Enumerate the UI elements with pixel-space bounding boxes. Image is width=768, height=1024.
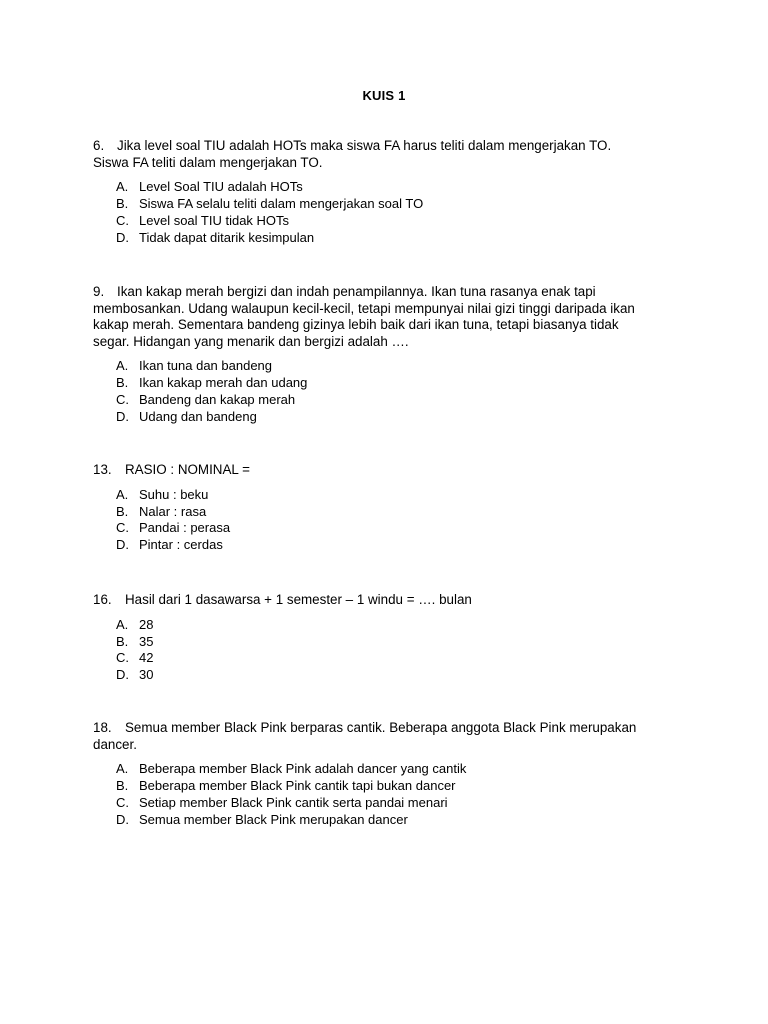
question-line: Jika level soal TIU adalah HOTs maka siswa FA harus teliti dalam mengerjakan TO. [117, 138, 612, 153]
option-letter: D. [116, 537, 129, 553]
option-text: 30 [139, 667, 154, 683]
question-number: 18. [93, 720, 112, 735]
option-text: Pintar : cerdas [139, 537, 223, 553]
option-d [93, 812, 673, 829]
option-letter: D. [116, 667, 129, 683]
options-list [93, 358, 673, 426]
question-line: Semua member Black Pink berparas cantik. Beberapa anggota Black Pink merupakan [125, 720, 637, 735]
question-13 [93, 462, 673, 554]
question-line: kakap merah. Sementara bandeng gizinya lebih baik dari ikan tuna, tetapi biasanya tidak [93, 317, 619, 333]
option-text: Setiap member Black Pink cantik serta pandai menari [139, 795, 448, 810]
document-title: KUIS 1 [362, 88, 406, 103]
option-d [93, 537, 673, 554]
option-a [93, 761, 673, 778]
question-9 [93, 284, 673, 426]
option-a [93, 617, 673, 634]
question-line: Hasil dari 1 dasawarsa + 1 semester – 1 windu = …. bulan [125, 592, 472, 607]
option-letter: A. [116, 179, 129, 195]
question-18-text [93, 720, 673, 753]
option-letter: C. [116, 795, 129, 810]
question-16-text [93, 592, 673, 609]
options-list [93, 179, 673, 247]
option-letter: A. [116, 761, 129, 777]
option-letter: B. [116, 375, 129, 391]
question-line: membosankan. Udang walaupun kecil-kecil, tetapi mempunyai nilai gizi tinggi daripada ikan [93, 300, 635, 316]
option-letter: C. [116, 213, 129, 228]
option-b [93, 196, 673, 213]
question-number: 16. [93, 592, 112, 607]
option-c [93, 650, 673, 667]
option-c [93, 795, 673, 812]
option-text: Bandeng dan kakap merah [139, 392, 296, 408]
option-text: Ikan tuna dan bandeng [139, 358, 273, 374]
option-letter: A. [116, 358, 129, 374]
option-letter: B. [116, 778, 129, 794]
option-letter: C. [116, 520, 129, 536]
option-letter: D. [116, 229, 129, 245]
question-number: 9. [93, 284, 105, 299]
option-c [93, 213, 673, 230]
option-text: Beberapa member Black Pink adalah dancer yang cantik [139, 761, 467, 777]
option-a [93, 487, 673, 504]
question-18 [93, 720, 673, 829]
option-letter: B. [116, 503, 129, 519]
option-b [93, 778, 673, 795]
question-line: RASIO : NOMINAL = [125, 462, 250, 477]
option-text: Suhu : beku [139, 486, 209, 502]
option-c [93, 520, 673, 537]
question-13-text [93, 462, 673, 479]
question-number: 13. [93, 462, 112, 477]
question-line: Siswa FA teliti dalam mengerjakan TO. [93, 154, 323, 170]
option-letter: A. [116, 486, 129, 502]
option-text: 35 [139, 633, 154, 649]
option-text: 28 [139, 616, 154, 632]
option-b [93, 634, 673, 651]
option-b [93, 504, 673, 521]
option-text: 42 [139, 650, 154, 666]
options-list [93, 761, 673, 829]
option-d [93, 409, 673, 426]
option-d [93, 230, 673, 247]
option-text: Udang dan bandeng [139, 409, 257, 425]
option-a [93, 358, 673, 375]
option-letter: D. [116, 811, 129, 827]
question-6 [93, 138, 673, 247]
options-list [93, 487, 673, 555]
question-9-text [93, 284, 673, 350]
option-letter: B. [116, 633, 129, 649]
option-a [93, 179, 673, 196]
option-text: Pandai : perasa [139, 520, 231, 536]
question-line: Ikan kakap merah bergizi dan indah penampilannya. Ikan tuna rasanya enak tapi [117, 284, 596, 299]
question-line: dancer. [93, 736, 137, 752]
question-number: 6. [93, 138, 105, 153]
option-b [93, 375, 673, 392]
question-6-text [93, 138, 673, 171]
options-list [93, 617, 673, 685]
option-text: Tidak dapat ditarik kesimpulan [139, 229, 315, 245]
option-letter: A. [116, 616, 129, 632]
option-text: Nalar : rasa [139, 503, 207, 519]
option-text: Beberapa member Black Pink cantik tapi bukan dancer [139, 778, 456, 794]
option-c [93, 392, 673, 409]
option-text: Level soal TIU tidak HOTs [139, 213, 290, 228]
option-letter: C. [116, 392, 129, 408]
option-letter: C. [116, 650, 129, 666]
option-text: Level Soal TIU adalah HOTs [139, 179, 303, 195]
option-text: Semua member Black Pink merupakan dancer [139, 811, 408, 827]
option-text: Ikan kakap merah dan udang [139, 375, 308, 391]
question-16 [93, 592, 673, 684]
option-text: Siswa FA selalu teliti dalam mengerjakan soal TO [139, 196, 424, 212]
option-letter: B. [116, 196, 129, 212]
option-letter: D. [116, 409, 129, 425]
question-line: segar. Hidangan yang menarik dan bergizi adalah …. [93, 333, 409, 349]
option-d [93, 667, 673, 684]
